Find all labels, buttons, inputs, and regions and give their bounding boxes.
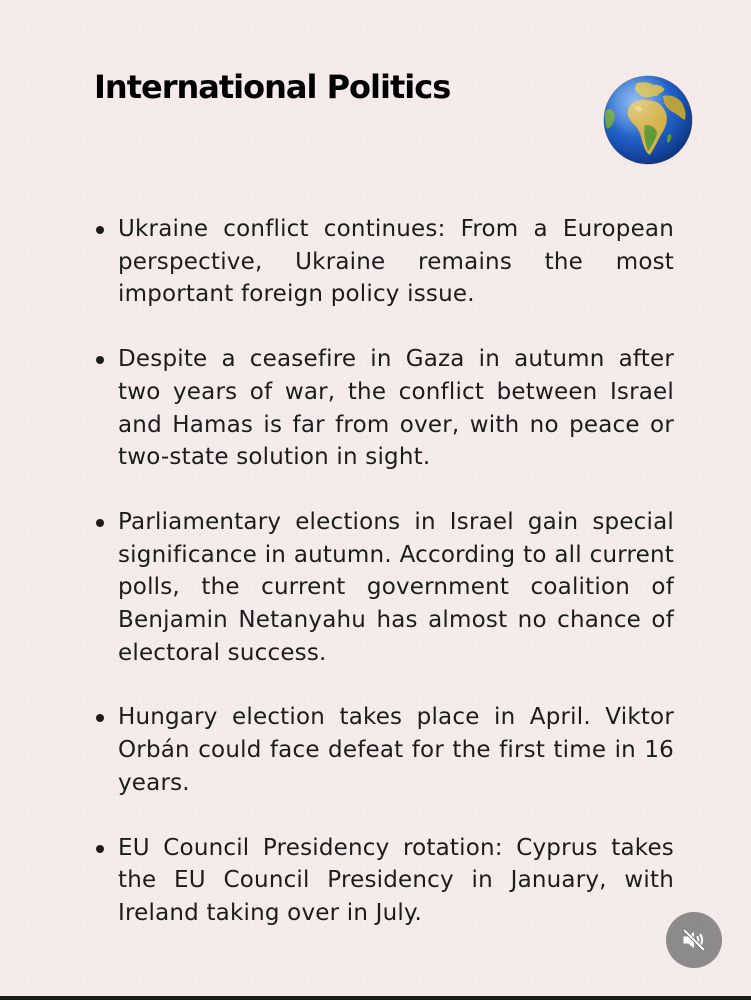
bullet-text: Despite a ceasefire in Gaza in autumn after two years of war, the conflict between Israel and Hamas is far from over, with no peace or two-state solution in sight. <box>118 346 674 471</box>
mute-button[interactable] <box>666 912 722 968</box>
globe-icon <box>602 74 694 166</box>
bullet-text: Ukraine conflict continues: From a European perspective, Ukraine remains the most important foreign policy issue. <box>118 216 674 308</box>
page-title: International Politics <box>94 68 451 106</box>
bullet-item-israel-elections <box>96 506 674 670</box>
bullet-dot <box>96 226 104 234</box>
bullet-item-hungary-election <box>96 701 674 799</box>
bullet-text: Hungary election takes place in April. Viktor Orbán could face defeat for the first time in 16 years. <box>118 704 674 796</box>
speaker-muted-icon <box>680 926 708 954</box>
bullet-item-gaza <box>96 343 674 474</box>
bullet-dot <box>96 356 104 364</box>
bullet-list <box>96 213 674 962</box>
bullet-item-ukraine <box>96 213 674 311</box>
bullet-dot <box>96 519 104 527</box>
bullet-dot <box>96 714 104 722</box>
bottom-divider <box>0 996 751 1000</box>
bullet-item-eu-presidency <box>96 832 674 930</box>
bullet-text: Parliamentary elections in Israel gain special significance in autumn. According to all current polls, the current government coalition of Benjamin Netanyahu has almost no chance of electoral success. <box>118 508 674 666</box>
bullet-dot <box>96 845 104 853</box>
bullet-text: EU Council Presidency rotation: Cyprus takes the EU Council Presidency in January, with Ireland taking over in July. <box>118 834 674 926</box>
